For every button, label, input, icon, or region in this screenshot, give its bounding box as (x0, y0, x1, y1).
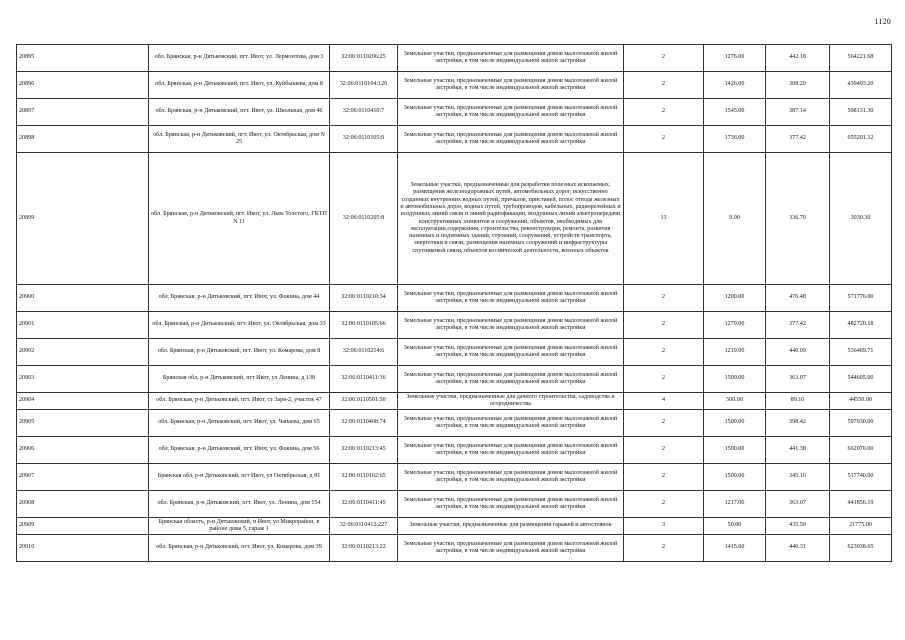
cadastral-number-cell: 32:06:0110411:36 (330, 366, 398, 393)
specific-value-cell: 308.20 (766, 72, 830, 99)
address-cell: обл. Брянская, р-н Дятьковский, пгт. Ивот, ул. Лермонтова, дом 3 (149, 45, 330, 72)
table-row (17, 285, 892, 312)
table-row (17, 99, 892, 126)
group-code-cell: 2 (624, 339, 704, 366)
area-cell: 9.00 (704, 153, 766, 285)
specific-value-cell: 441.38 (766, 437, 830, 464)
specific-value-cell: 336.70 (766, 153, 830, 285)
cadastral-number-cell: 32:06:0110105:9 (330, 126, 398, 153)
row-number-cell: 20905 (17, 410, 149, 437)
group-code-cell: 2 (624, 464, 704, 491)
land-use-cell: Земельные участки, предназначенные для размещения домов малоэтажной жилой застройки, в том числе индивидуальной жилой застройки (398, 410, 624, 437)
cadastral-value-cell: 536469.71 (830, 339, 892, 366)
row-number-cell: 20898 (17, 126, 149, 153)
cadastral-number-cell: 32:06:0110214:6 (330, 339, 398, 366)
cadastral-number-cell: 32:06:0110206:25 (330, 45, 398, 72)
row-number-cell: 20902 (17, 339, 149, 366)
table-row (17, 72, 892, 99)
row-number-cell: 20906 (17, 437, 149, 464)
cadastral-value-cell: 482720.18 (830, 312, 892, 339)
land-use-cell: Земельные участки, предназначенные для размещения домов малоэтажной жилой застройки, в том числе индивидуальной жилой застройки (398, 99, 624, 126)
table-row (17, 410, 892, 437)
cadastral-value-cell: 517740.00 (830, 464, 892, 491)
specific-value-cell: 89.10 (766, 393, 830, 410)
area-cell: 1279.00 (704, 312, 766, 339)
table-row (17, 491, 892, 518)
area-cell: 1500.00 (704, 464, 766, 491)
row-number-cell: 20910 (17, 535, 149, 562)
cadastral-number-cell: 32:06:0110102:65 (330, 464, 398, 491)
area-cell: 1217.00 (704, 491, 766, 518)
address-cell: обл. Брянская, р-н Дятьковский, пгт. Ивот, ул. Фокина, дом 44 (149, 285, 330, 312)
address-cell: обл. Брянская, р-н Дятьковский, пгт. Ивот, ул. Чапаева, дом 65 (149, 410, 330, 437)
address-cell: обл. Брянская, р-н Дятьковский, пгт. Ивот, ул. Комарова, дом 39 (149, 535, 330, 562)
address-cell: обл. Брянская, р-н Дятьковский, пгт. Ивот, ул. Комарова, дом 8 (149, 339, 330, 366)
area-cell: 500.00 (704, 393, 766, 410)
table-row (17, 126, 892, 153)
cadastral-value-cell: 439493.20 (830, 72, 892, 99)
address-cell: Брянская обл, р-н Дятьковский, пгт Ивот, ул Ленина, д 138 (149, 366, 330, 393)
table-body (17, 45, 892, 562)
cadastral-value-cell: 655201.12 (830, 126, 892, 153)
group-code-cell: 2 (624, 535, 704, 562)
area-cell: 1200.00 (704, 285, 766, 312)
cadastral-value-cell: 597630.00 (830, 410, 892, 437)
page-number: 1120 (874, 17, 891, 26)
group-code-cell: 2 (624, 312, 704, 339)
land-use-cell: Земельные участки, предназначенные для размещения домов малоэтажной жилой застройки, в том числе индивидуальной жилой застройки (398, 285, 624, 312)
address-cell: Брянская область, р-н Дятьковский, п Ивот, ул Микрорайон, в районе дома 5, гараж 1 (149, 518, 330, 535)
land-use-cell: Земельные участки, предназначенные для размещения гаражей и автостоянок (398, 518, 624, 535)
area-cell: 1500.00 (704, 410, 766, 437)
group-code-cell: 2 (624, 285, 704, 312)
group-code-cell: 2 (624, 491, 704, 518)
specific-value-cell: 345.16 (766, 464, 830, 491)
cadastral-value-cell: 623038.65 (830, 535, 892, 562)
address-cell: обл. Брянская, р-н Дятьковский, пгт. Ивот, ул. Ленина, дом 154 (149, 491, 330, 518)
specific-value-cell: 398.42 (766, 410, 830, 437)
table-row (17, 153, 892, 285)
land-use-cell: Земельные участки, предназначенные для размещения домов малоэтажной жилой застройки, в том числе индивидуальной жилой застройки (398, 339, 624, 366)
table-row (17, 464, 892, 491)
cadastral-value-cell: 564221.68 (830, 45, 892, 72)
cadastral-number-cell: 32:06:0110210:34 (330, 285, 398, 312)
area-cell: 1276.00 (704, 45, 766, 72)
cadastral-number-cell: 32:06:0110408:74 (330, 410, 398, 437)
specific-value-cell: 377.42 (766, 126, 830, 153)
group-code-cell: 2 (624, 99, 704, 126)
cadastral-value-cell: 571776.00 (830, 285, 892, 312)
row-number-cell: 20907 (17, 464, 149, 491)
cadastral-value-cell: 662070.00 (830, 437, 892, 464)
area-cell: 1736.00 (704, 126, 766, 153)
land-use-cell: Земельные участки, предназначенные для размещения домов малоэтажной жилой застройки, в том числе индивидуальной жилой застройки (398, 72, 624, 99)
specific-value-cell: 476.48 (766, 285, 830, 312)
specific-value-cell: 363.07 (766, 491, 830, 518)
specific-value-cell: 442.18 (766, 45, 830, 72)
area-cell: 1426.00 (704, 72, 766, 99)
specific-value-cell: 363.07 (766, 366, 830, 393)
table-row (17, 339, 892, 366)
table-row (17, 45, 892, 72)
cadastral-number-cell: 32:06:0110410:7 (330, 99, 398, 126)
land-use-cell: Земельные участки, предназначенные для размещения домов малоэтажной жилой застройки, в том числе индивидуальной жилой застройки (398, 491, 624, 518)
land-use-cell: Земельные участки, предназначенные для размещения домов малоэтажной жилой застройки, в том числе индивидуальной жилой застройки (398, 366, 624, 393)
address-cell: обл. Брянская, р-н Дятьковский, пгт. Ивот, ул. Октябрьская, дом 33 (149, 312, 330, 339)
row-number-cell: 20899 (17, 153, 149, 285)
specific-value-cell: 435.50 (766, 518, 830, 535)
cadastral-value-cell: 44550.00 (830, 393, 892, 410)
cadastral-value-cell: 3030.30 (830, 153, 892, 285)
land-registry-table (16, 44, 892, 562)
cadastral-number-cell: 32:06:0110412:227 (330, 518, 398, 535)
cadastral-number-cell: 32:06:0110213:45 (330, 437, 398, 464)
address-cell: обл. Брянская, р-н Дятьковский, пгт. Ивот, ул. Фокина, дом 56 (149, 437, 330, 464)
address-cell: Брянская обл, р-н Дятьковский, пгт Ивот, ул Октябрьская, д 81 (149, 464, 330, 491)
address-cell: обл. Брянская, р-н Дятьковский, пгт. Ивот, ул. Льва Толстого, ГКТП N 11 (149, 153, 330, 285)
row-number-cell: 20903 (17, 366, 149, 393)
cadastral-number-cell: 32:06:0110501:50 (330, 393, 398, 410)
cadastral-number-cell: 32:06:0110205:8 (330, 153, 398, 285)
group-code-cell: 2 (624, 366, 704, 393)
cadastral-value-cell: 544605.00 (830, 366, 892, 393)
address-cell: обл. Брянская, р-н Дятьковский, пгт. Ивот, ул. Октябрьская, дом N 25 (149, 126, 330, 153)
land-use-cell: Земельные участки, предназначенные для дачного строительства, садоводства и огородничества (398, 393, 624, 410)
group-code-cell: 4 (624, 393, 704, 410)
group-code-cell: 2 (624, 437, 704, 464)
land-use-cell: Земельные участки, предназначенные для размещения домов малоэтажной жилой застройки, в том числе индивидуальной жилой застройки (398, 437, 624, 464)
cadastral-value-cell: 441856.19 (830, 491, 892, 518)
specific-value-cell: 377.42 (766, 312, 830, 339)
land-use-cell: Земельные участки, предназначенные для разработки полезных ископаемых, размещения железнодорожных путей, автомобильных дорог, искусственно созданных внутренних водных путей, причалов, пристаней, полос отвода железных и автомобильных дорог, водных путей, трубопроводов, кабельных, радиорелейных и воздушных линий связи и линий радиофикации, воздушных линий электропередачи конструктивных элементов и сооружений, объектов, необходимых для эксплуатации,содержания, строительства, реконструкции, ремонта, развития наземных и подземных зданий, строений, сооружений, устройств транспорта, энергетики и связи; размещения наземных сооружений и инфраструктуры спутниковой связи, объектов космической деятельности, военных объектов (398, 153, 624, 285)
land-use-cell: Земельные участки, предназначенные для размещения домов малоэтажной жилой застройки, в том числе индивидуальной жилой застройки (398, 312, 624, 339)
area-cell: 50.00 (704, 518, 766, 535)
group-code-cell: 2 (624, 45, 704, 72)
address-cell: обл. Брянская, р-н Дятьковский, пгт. Ивот, ул. Школьная, дом 46 (149, 99, 330, 126)
address-cell: обл. Брянская, р-н Дятьковский, пгт. Ивот, ул. Куйбышева, дом 8 (149, 72, 330, 99)
land-use-cell: Земельные участки, предназначенные для размещения домов малоэтажной жилой застройки, в том числе индивидуальной жилой застройки (398, 535, 624, 562)
row-number-cell: 20900 (17, 285, 149, 312)
row-number-cell: 20909 (17, 518, 149, 535)
cadastral-value-cell: 598131.30 (830, 99, 892, 126)
table-row (17, 393, 892, 410)
area-cell: 1219.00 (704, 339, 766, 366)
row-number-cell: 20908 (17, 491, 149, 518)
row-number-cell: 20895 (17, 45, 149, 72)
cadastral-number-cell: 32:06:0110104:120 (330, 72, 398, 99)
table-row (17, 535, 892, 562)
specific-value-cell: 440.09 (766, 339, 830, 366)
row-number-cell: 20904 (17, 393, 149, 410)
area-cell: 1545.00 (704, 99, 766, 126)
group-code-cell: 13 (624, 153, 704, 285)
table-row (17, 312, 892, 339)
area-cell: 1500.00 (704, 437, 766, 464)
row-number-cell: 20896 (17, 72, 149, 99)
land-use-cell: Земельные участки, предназначенные для размещения домов малоэтажной жилой застройки, в том числе индивидуальной жилой застройки (398, 464, 624, 491)
table-row (17, 437, 892, 464)
land-use-cell: Земельные участки, предназначенные для размещения домов малоэтажной жилой застройки, в том числе индивидуальной жилой застройки (398, 45, 624, 72)
cadastral-number-cell: 32:06:0110105:66 (330, 312, 398, 339)
group-code-cell: 2 (624, 72, 704, 99)
table-row (17, 366, 892, 393)
cadastral-number-cell: 32:06:0110411:45 (330, 491, 398, 518)
table-row (17, 518, 892, 535)
land-use-cell: Земельные участки, предназначенные для размещения домов малоэтажной жилой застройки, в том числе индивидуальной жилой застройки (398, 126, 624, 153)
group-code-cell: 3 (624, 518, 704, 535)
row-number-cell: 20897 (17, 99, 149, 126)
specific-value-cell: 440.31 (766, 535, 830, 562)
cadastral-number-cell: 32:06:0110213:22 (330, 535, 398, 562)
specific-value-cell: 387.14 (766, 99, 830, 126)
group-code-cell: 2 (624, 410, 704, 437)
area-cell: 1415.00 (704, 535, 766, 562)
row-number-cell: 20901 (17, 312, 149, 339)
cadastral-value-cell: 21775.00 (830, 518, 892, 535)
group-code-cell: 2 (624, 126, 704, 153)
area-cell: 1500.00 (704, 366, 766, 393)
address-cell: обл. Брянская, р-н Дятьковский, пгт. Ивот, ст Заря-2, участок 47 (149, 393, 330, 410)
